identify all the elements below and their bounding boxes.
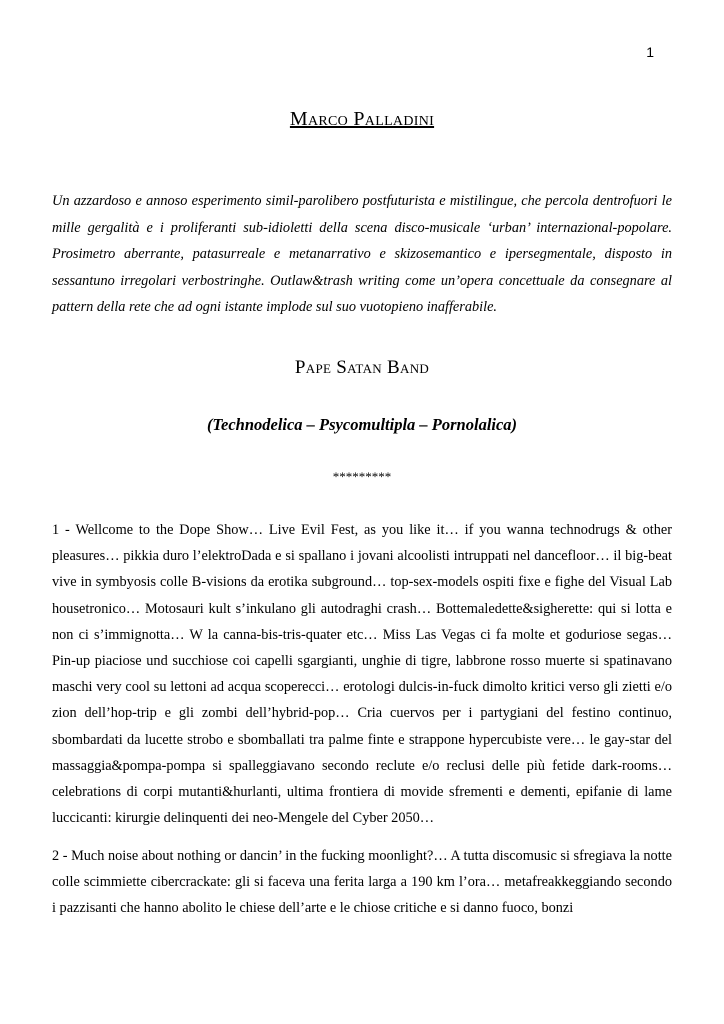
paragraph-1: 1 - Wellcome to the Dope Show… Live Evil Fest, as you like it… if you wanna technodrugs & other pleasures… pikkia duro l’elektroDada e si spallano i jovani alcoolisti intruppati nel dancefloor… il big-beat vive in symbyosis colle B-visions da erotika subground… top-sex-models ospiti fixe e fighe del Visual Lab housetronico… Motosauri kult s’inkulano gli autodraghi crash… Bottemaledette&sigherette: qui si lotta e non ci s’immignotta… W la canna-bis-tris-quater etc… Miss Las Vegas ci fa molte et goduriose segas… Pin-up piaciose und succhiose coi capelli sgargianti, unghie di tigre, labbrone rosso muerte si spatinavano maschi very cool su lettoni ad acqua scoperecci… erotologi dulcis-in-fuck dimolto kritici verso gli zietti e/o zion dell’hop-trip e gli zombi dell’hybrid-pop… Cria cuervos per i partygiani del festino continuo, sbombardati da lucette strobo e sbomballati tra palme finte e strappone hypercubiste vere… le gay-star del massaggia&pompa-pompa si spalleggiavano secondo reclute e/o reclusi delle più fetide dark-rooms… celebrations di corpi mutanti&hurlanti, ultima frontiera di movide sfrementi e dementi, epifanie di lame luccicanti: kirurgie delinquenti dei neo-Mengele del Cyber 2050…	[52, 522, 672, 827]
author-title: Marco Palladini	[289, 108, 435, 130]
abstract: Un azzardoso e annoso esperimento simil-parolibero postfuturista e mistilingue, che percola dentrofuori le mille gergalità e i proliferanti sub-idioletti della scena disco-musicale ‘urban’ internazional-popolare. Prosimetro aberrante, patasurreale e metanarrativo e skizosemantico e ipersegmentale, disposto in sessantuno irregolari verbostringhe. Outlaw&trash writing come un’opera concettuale da consegnare al pattern della rete che ad ogni istante implode sul suo vuotopieno inafferabile.	[52, 193, 672, 315]
subtitle: (Technodelica – Psycomultipla – Pornolalica)	[206, 415, 518, 434]
page-number: 1	[646, 44, 654, 60]
separator: *********	[332, 469, 392, 484]
paragraph-2: 2 - Much noise about nothing or dancin’ in the fucking moonlight?… A tutta discomusic si sfregiava la notte colle scimmiette cibercrackate: gli si faceva una ferita larga a 190 km l’ora… metafreakkeggiando secondo i pazzisanti che hanno abolito le chiese dell’arte e le chiose critiche e si danno fuoco, bonzi	[52, 848, 672, 917]
band-title: Pape Satan Band	[294, 357, 430, 378]
